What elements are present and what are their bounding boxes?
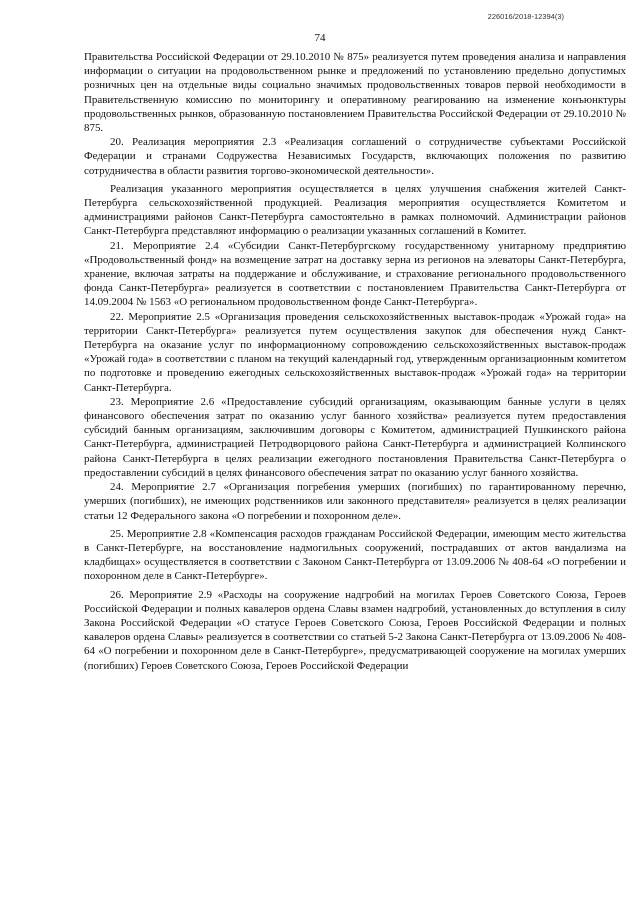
paragraph-item-24: 24. Мероприятие 2.7 «Организация погребения умерших (погибших) по гарантированному перечню, умерших (погибших), не имеющих родственников или законного представителя» реализуется в целях реализации статьи 12 Федерального закона «О погребении и похоронном деле». <box>84 481 626 522</box>
page-number: 74 <box>314 32 326 44</box>
paragraph-item-20-detail: Реализация указанного мероприятия осуществляется в целях улучшения снабжения жителей Санкт-Петербурга сельскохозяйственной продукцией. Реализация мероприятия осуществляется Комитетом и администрациями районов Санкт-Петербурга самостоятельно в рамках полномочий. Администрации районов Санкт-Петербурга представляют информацию о реализации указанных соглашений в Комитет. <box>84 182 626 238</box>
paragraph-item-21: 21. Мероприятие 2.4 «Субсидии Санкт-Петербургскому государственному унитарному предприятию «Продовольственный фонд» на возмещение затрат на доставку зерна из регионов на элеваторы Санкт-Петербурга, хранение, включая затраты на поддержание и обслуживание, и страхование регионального продовольственного фонда Санкт-Петербурга» реализуется в соответствии с постановлением Правительства Санкт-Петербурга от 14.09.2004 № 1563 «О региональном продовольственном фонде Санкт-Петербурга». <box>84 239 626 309</box>
paragraph-item-26: 26. Мероприятие 2.9 «Расходы на сооружение надгробий на могилах Героев Советского Союза, Героев Российской Федерации и полных кавалеров ордена Славы взамен надгробий, установленных до вступления в силу Закона Российской Федерации «О статусе Героев Советского Союза, Героев Российской Федерации и полных кавалеров ордена Славы» реализуется в соответствии со статьей 5-2 Закона Санкт-Петербурга от 13.09.2006 № 408-64 «О погребении и похоронном деле в Санкт-Петербурге», предусматривающей сооружение на могилах умерших (погибших) Героев Советского Союза, Героев Российской Федерации <box>84 588 626 672</box>
paragraph-continuation: Правительства Российской Федерации от 29.10.2010 № 875» реализуется путем проведения анализа и направления информации о ситуации на продовольственном рынке и предложений по установлению предельно допустимых розничных цен на отдельные виды социально значимых продовольственных товаров первой необходимости в Правительственную комиссию по мониторингу и оперативному реагированию на изменение конъюнктуры продовольственных рынков, образованную постановлением Правительства Российской Федерации от 29.10.2010 № 875. <box>84 51 626 135</box>
paragraph-item-23: 23. Мероприятие 2.6 «Предоставление субсидий организациям, оказывающим банные услуги в целях финансового обеспечения затрат по оказанию услуг банного хозяйства» реализуется путем предоставления субсидий банным организациям, заключившим договоры с Комитетом, администрацией Пушкинского района Санкт-Петербурга, администрацией Петродворцового района Санкт-Петербурга и администрацией Колпинского района Санкт-Петербурга в целях реализации ежегодного постановления Правительства Санкт-Петербурга о предоставлении субсидий в целях финансового обеспечения затрат по оказанию услуг банного хозяйства. <box>84 395 626 479</box>
document-id: 226016/2018-12394(3) <box>487 12 564 21</box>
paragraph-item-25: 25. Мероприятие 2.8 «Компенсация расходов гражданам Российской Федерации, имеющим место жительства в Санкт-Петербурге, на восстановление надмогильных сооружений, пострадавших от актов вандализма на кладбищах» осуществляется в соответствии с Законом Санкт-Петербурга от 13.09.2006 № 408-64 «О погребении и похоронном деле в Санкт-Петербурге». <box>84 527 626 583</box>
paragraph-item-22: 22. Мероприятие 2.5 «Организация проведения сельскохозяйственных выставок-продаж «Урожай года» на территории Санкт-Петербурга» реализуется путем осуществления закупок для обеспечения нужд Санкт-Петербурга на оказание услуг по информационному сопровождению сельскохозяйственных выставок-продаж «Урожай года» в соответствии с планом на текущий календарный год, утвержденным организационным комитетом по подготовке и проведению ежегодных сельскохозяйственных выставок-продаж «Урожай года» на территории Санкт-Петербурга. <box>84 310 626 394</box>
paragraph-item-20: 20. Реализация мероприятия 2.3 «Реализация соглашений о сотрудничестве субъектами Российской Федерации и странами Содружества Независимых Государств, включающих положения по развитию сотрудничества в области развития торгово-экономической деятельности». <box>84 136 626 177</box>
document-body <box>84 50 626 673</box>
